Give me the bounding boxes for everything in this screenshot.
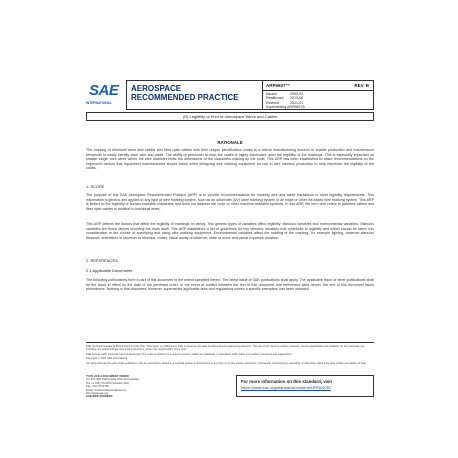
- web-address-label: SAE WEB ADDRESS:: [86, 395, 114, 399]
- date-label: Issued: [266, 92, 277, 96]
- superseding-note: Superseding ARP5607A: [266, 105, 305, 109]
- logo-subtext: INTERNATIONAL: [86, 101, 112, 105]
- order-info: [86, 375, 236, 399]
- phone: Tel: 877-606-7323 (inside USA and Canada): [86, 378, 139, 382]
- order-label: TO PLACE A DOCUMENT ORDER:: [86, 375, 130, 378]
- document-number: ARP5607™: [266, 83, 291, 88]
- scope-paragraph-1: The purpose of this SAE Aerospace Recommended Practice (ARP) is to provide recommendations for marking wire and cable insulations to meet legibility requirements. This information is generic and applies to any type of wire marking system, such as an ultraviolet (UV) laser marking system or an inkjet or other ink based wire marking system. This ARP is limited to the legibility of human-readable characters and does not address bar code or other machine-readable symbols. In this ARP, the term wire refers to jacketed cables and fiber optic cables in addition to individual wires.: [86, 193, 374, 211]
- more-info-title: For more information on this standard, visit: [241, 379, 332, 384]
- scope-paragraph-2: This ARP defines the factors that affect the legibility of markings on wiring. Two generic types of variables affect legibility: stimulus variables and environmental variables. Stimulus variables are those factors involving the mark itself. This ARP establishes a set of guidelines for key stimulus variables that contribute to legibility and which should be taken into consideration in the course of specifying and using wire marking equipment. Environmental variables affect the reading of the marking, for example lighting, observer-stimulus distance, orientation of observer to stimulus, clutter, visual acuity of observer, state of mind, and visual exposure duration.: [86, 222, 374, 240]
- logo-mark: SAE: [89, 82, 119, 99]
- references-heading: 2. REFERENCES: [86, 258, 118, 263]
- date-label: Reaffirmed: [266, 96, 284, 101]
- date-value: 2021-01: [290, 100, 304, 105]
- document-page: [86, 60, 374, 410]
- document-footer: [86, 342, 374, 399]
- date-label: Revised: [266, 100, 279, 105]
- applicable-documents-heading: 2.1 Applicable Documents: [86, 268, 133, 273]
- email: Email: CustomerService@sae.org: [86, 388, 127, 392]
- rationale-text: The marking of electrical wires and cables and fiber optic cables with their unique identification codes is a critical manufacturing function to enable production and maintenance personnel to easily identify each wire and cable. The ability of personnel to read the codes is highly dependent upon the legibility of the markings. This is especially important on smaller single core wires where the wire diameter limits the dimensions of the characters making up the code. This ARP has been established to make recommendations on the ergonomic factors that equipment manufacturers should follow when designing wire marking equipment for use in wire harness production to help maximize the legibility of the codes.: [86, 148, 374, 171]
- copyright: Copyright © 2021 SAE International: [86, 357, 128, 361]
- rights-note: All rights reserved. No part of this publication may be reproduced, stored in a retrieval system or transmitted, in any form or by any means, electronic, mechanical, photocopying, recording, or otherwise, without the prior written permission of SAE.: [86, 362, 367, 366]
- contact-section: [86, 375, 374, 399]
- divider: [263, 90, 373, 91]
- tsb-rules-note: SAE Technical Standards Board Rules provide that: "This report is published by SAE to advance the state of technical and engineering sciences. The use of this report is entirely voluntary, and its applicability and suitability for any particular use, including any patent infringement arising therefrom, is the sole responsibility of the user.": [86, 344, 366, 351]
- doc-type-line-1: AEROSPACE: [131, 84, 182, 93]
- more-info-box: [236, 375, 374, 397]
- fax: Fax: 724-776-0790: [86, 385, 109, 389]
- references-text: The following publications form a part of this document to the extent specified herein. The latest issue of SAE publications shall apply. The applicable issue of other publications shall be the issue in effect on the date of the purchase order. In the event of conflict between the text of this document and references cited herein, the text of this document takes precedence. Nothing in this document, however, supersedes applicable laws and regulations unless a specific exemption has been obtained.: [86, 278, 374, 292]
- rationale-heading: RATIONALE: [217, 140, 243, 145]
- document-header: [86, 80, 374, 110]
- document-type-box: [126, 80, 262, 110]
- date-value: 2002-02: [290, 92, 304, 96]
- document-title: (R) Legibility of Print on Aerospace Wires and Cables: [86, 112, 374, 121]
- revision-label: REV. B: [354, 83, 369, 88]
- date-value: 2013-06: [290, 96, 304, 101]
- phone-intl: Tel: +1 724-776-4970 (outside USA): [86, 381, 129, 385]
- website: http://www.sae.org: [86, 392, 109, 396]
- sae-logo: [86, 80, 126, 110]
- standard-link[interactable]: https://www.sae.org/standards/content/ARP5607B/: [241, 384, 331, 390]
- footer-rule: [86, 342, 374, 343]
- review-note: SAE reviews each technical report at least every five years at which time it may be revised, reaffirmed, stabilized, or cancelled. SAE invites your written comments and suggestions.: [86, 352, 293, 356]
- scope-heading: 1. SCOPE: [86, 184, 105, 189]
- document-dates: [266, 92, 303, 105]
- doc-type-line-2: RECOMMENDED PRACTICE: [131, 93, 239, 102]
- document-info-box: [262, 80, 374, 110]
